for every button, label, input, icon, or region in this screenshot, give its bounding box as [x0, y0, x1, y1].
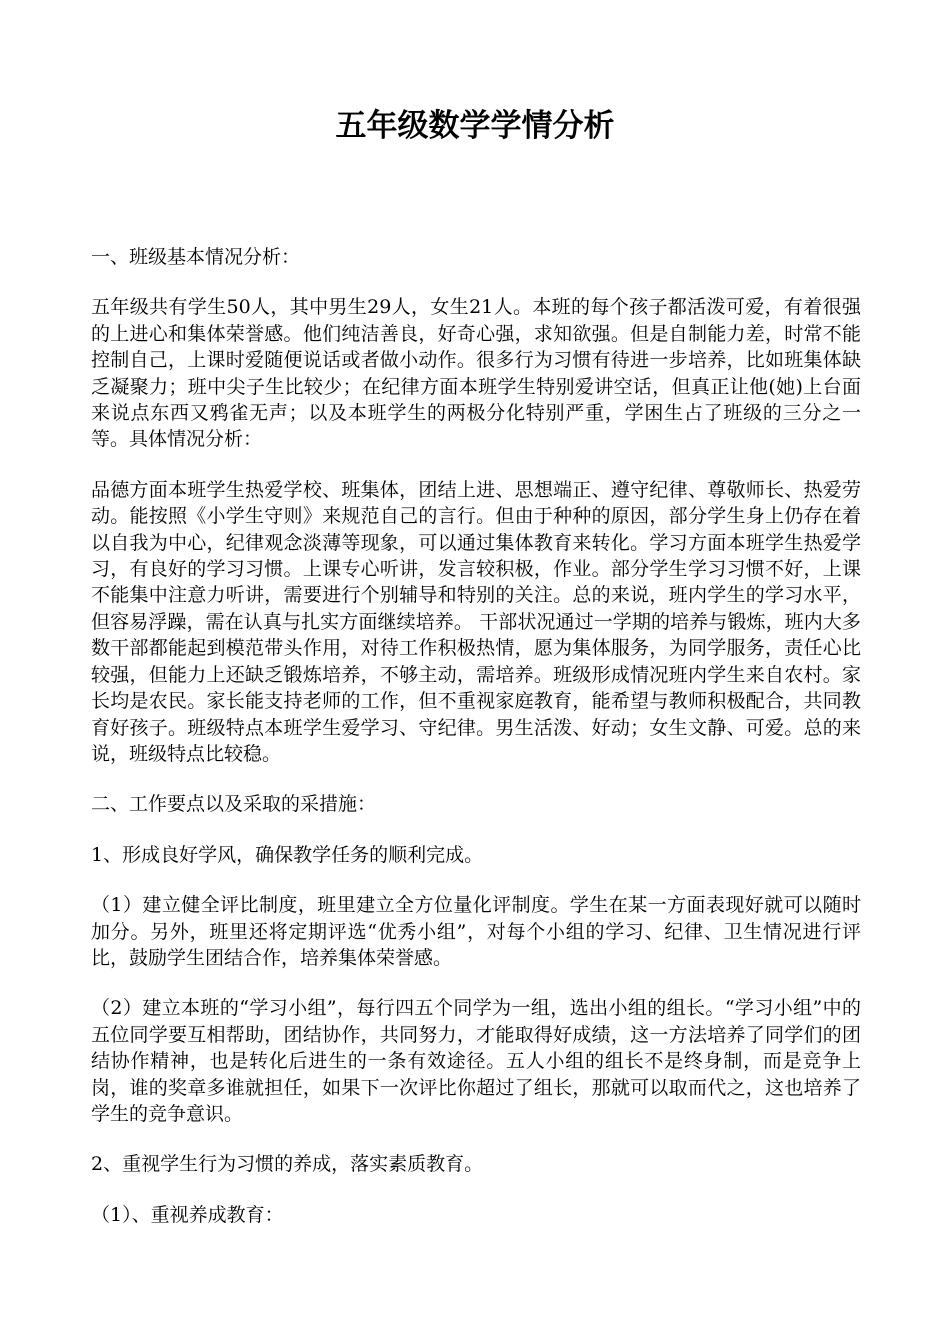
- item-heading-behavior-habits: 2、重视学生行为习惯的养成，落实素质教育。: [91, 1153, 484, 1176]
- section-heading-class-overview: 一、班级基本情况分析：: [91, 246, 301, 268]
- section-heading-work-points: 二、工作要点以及采取的采措施：: [91, 793, 377, 816]
- item-heading-study-style: 1、形成良好学风，确保教学任务的顺利完成。: [91, 843, 484, 866]
- document-body: [91, 244, 861, 1252]
- document-title: 五年级数学学情分析: [335, 108, 615, 144]
- paragraph-class-basics: 五年级共有学生50人，其中男生29人，女生21人。本班的每个孩子都活泼可爱，有着很强的上进心和集体荣誉感。他们纯洁善良，好奇心强，求知欲强。但是自制能力差，时常不能控制自己，上课时爱随便说话或者做小动作。很多行为习惯有待进一步培养，比如班集体缺乏凝聚力；班中尖子生比较少；在纪律方面本班学生特别爱讲空话，但真正让他(她)上台面来说点东西又鸦雀无声；以及本班学生的两极分化特别严重，学困生占了班级的三分之一等。具体情况分析：: [91, 296, 861, 451]
- paragraph-study-groups: （2）建立本班的“学习小组”，每行四五个同学为一组，选出小组的组长。“学习小组”中的五位同学要互相帮助，团结协作，共同努力，才能取得好成绩，这一方法培养了同学们的团结协作精神，也是转化后进生的一条有效途径。五人小组的组长不是终身制，而是竞争上岗，谁的奖章多谁就担任，如果下一次评比你超过了组长，那就可以取而代之，这也培养了学生的竞争意识。: [91, 997, 861, 1125]
- paragraph-evaluation-system: （1）建立健全评比制度，班里建立全方位量化评制度。学生在某一方面表现好就可以随时加分。另外，班里还将定期评选“优秀小组”，对每个小组的学习、纪律、卫生情况进行评比，鼓励学生团结合作，培养集体荣誉感。: [91, 894, 861, 969]
- paragraph-detailed-analysis: 品德方面本班学生热爱学校、班集体，团结上进、思想端正、遵守纪律、尊敬师长、热爱劳动。能按照《小学生守则》来规范自己的言行。但由于种种的原因，部分学生身上仍存在着以自我为中心，纪律观念淡薄等现象，可以通过集体教育来转化。学习方面本班学生热爱学习，有良好的学习习惯。上课专心听讲，发言较积极，作业。部分学生学习习惯不好，上课不能集中注意力听讲，需要进行个别辅导和特别的关注。总的来说，班内学生的学习水平，但容易浮躁，需在认真与扎实方面继续培养。 干部状况通过一学期的培养与锻炼，班内大多数干部都能起到模范带头作用，对待工作积极热情，愿为集体服务，为同学服务，责任心比较强，但能力上还缺乏锻炼培养，不够主动，需培养。班级形成情况班内学生来自农村。家长均是农民。家长能支持老师的工作，但不重视家庭教育，能希望与教师积极配合，共同教育好孩子。班级特点本班学生爱学习、守纪律。男生活泼、好动；女生文静、可爱。总的来说，班级特点比较稳。: [91, 478, 861, 765]
- sub-heading-habit-education: （1）、重视养成教育：: [91, 1203, 284, 1226]
